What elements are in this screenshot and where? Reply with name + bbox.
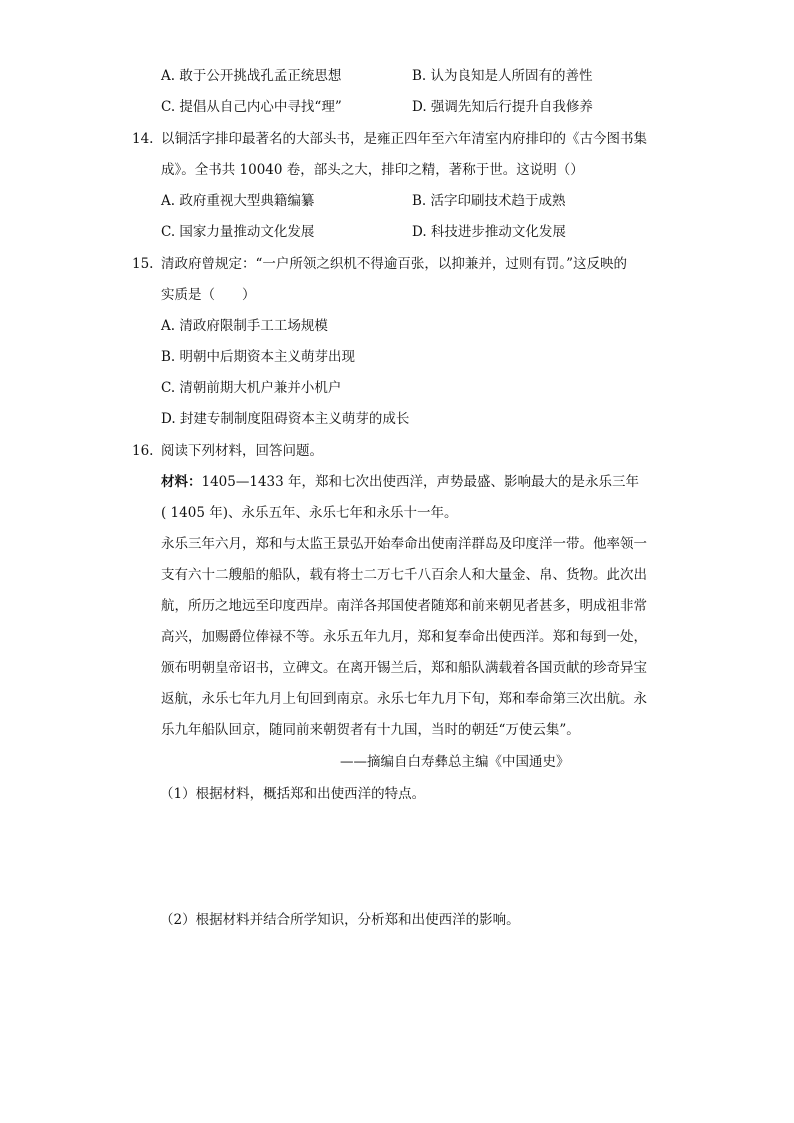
q14-option-a: A. 政府重视大型典籍编纂 [161, 193, 315, 209]
q14-option-d: D. 科技进步推动文化发展 [412, 224, 566, 240]
material-label: 材料： [161, 474, 202, 490]
q16-intro: 阅读下列材料，回答问题。 [161, 443, 323, 459]
q14-option-b: B. 活字印刷技术趋于成熟 [412, 193, 566, 209]
q16-paragraph-line: 永乐三年六月，郑和与太监王景弘开始奉命出使南洋群岛及印度洋一带。他率领一 [161, 536, 647, 552]
q16-paragraph-line: 支有六十二艘船的船队，载有将士二万七千八百余人和大量金、帛、货物。此次出 [161, 567, 647, 583]
material-text: 1405—1433 年，郑和七次出使西洋，声势最盛、影响最大的是永乐三年 [201, 474, 640, 490]
q15-option-a: A. 清政府限制手工工场规模 [161, 318, 328, 334]
q13-option-a: A. 敢于公开挑战孔孟正统思想 [161, 68, 342, 84]
q14-stem-line2: 成》。全书共 10040 卷，部头之大，排印之精，著称于世。这说明（） [161, 162, 584, 178]
q15-stem-line1: 清政府曾规定：“一户所领之织机不得逾百张，以抑兼并，过则有罚。”这反映的 [161, 256, 628, 272]
q16-paragraph-line: 乐九年船队回京，随同前来朝贺者有十九国，当时的朝廷“万使云集”。 [161, 722, 580, 738]
q16-material-line2: ( 1405 年)、永乐五年、永乐七年和永乐十一年。 [161, 505, 458, 521]
q15-option-d: D. 封建专制制度阻碍资本主义萌芽的成长 [161, 411, 410, 427]
q13-option-c: C. 提倡从自己内心中寻找“理” [161, 99, 342, 115]
q16-paragraph-line: 航，所历之地远至印度西岸。南洋各邦国使者随郑和前来朝见者甚多，明成祖非常 [161, 598, 647, 614]
q13-option-b: B. 认为良知是人所固有的善性 [412, 68, 593, 84]
q16-source-citation: ——摘编自白寿彝总主编《中国通史》 [340, 754, 570, 770]
q16-paragraph-line: 返航，永乐七年九月上旬回到南京。永乐七年九月下旬，郑和奉命第三次出航。永 [161, 691, 647, 707]
q13-option-d: D. 强调先知后行提升自我修养 [412, 99, 593, 115]
q16-paragraph-line: 颁布明朝皇帝诏书，立碑文。在离开锡兰后，郑和船队满载着各国贡献的珍奇异宝 [161, 660, 647, 676]
q15-option-c: C. 清朝前期大机户兼并小机户 [161, 380, 342, 396]
q15-number: 15. [132, 256, 154, 272]
q16-paragraph-line: 高兴，加赐爵位俸禄不等。永乐五年九月，郑和复奉命出使西洋。郑和每到一处， [161, 629, 647, 645]
q16-subquestion-1: （1）根据材料，概括郑和出使西洋的特点。 [160, 786, 426, 802]
q16-number: 16. [132, 443, 154, 459]
q14-number: 14. [132, 131, 154, 147]
q15-option-b: B. 明朝中后期资本主义萌芽出现 [161, 349, 356, 365]
q14-option-c: C. 国家力量推动文化发展 [161, 224, 315, 240]
q15-stem-line2: 实质是（ ） [161, 287, 256, 303]
q16-subquestion-2: （2）根据材料并结合所学知识，分析郑和出使西洋的影响。 [160, 912, 520, 928]
q16-material-line1 [161, 472, 639, 492]
q14-stem-line1: 以铜活字排印最著名的大部头书，是雍正四年至六年清室内府排印的《古今图书集 [161, 131, 647, 147]
